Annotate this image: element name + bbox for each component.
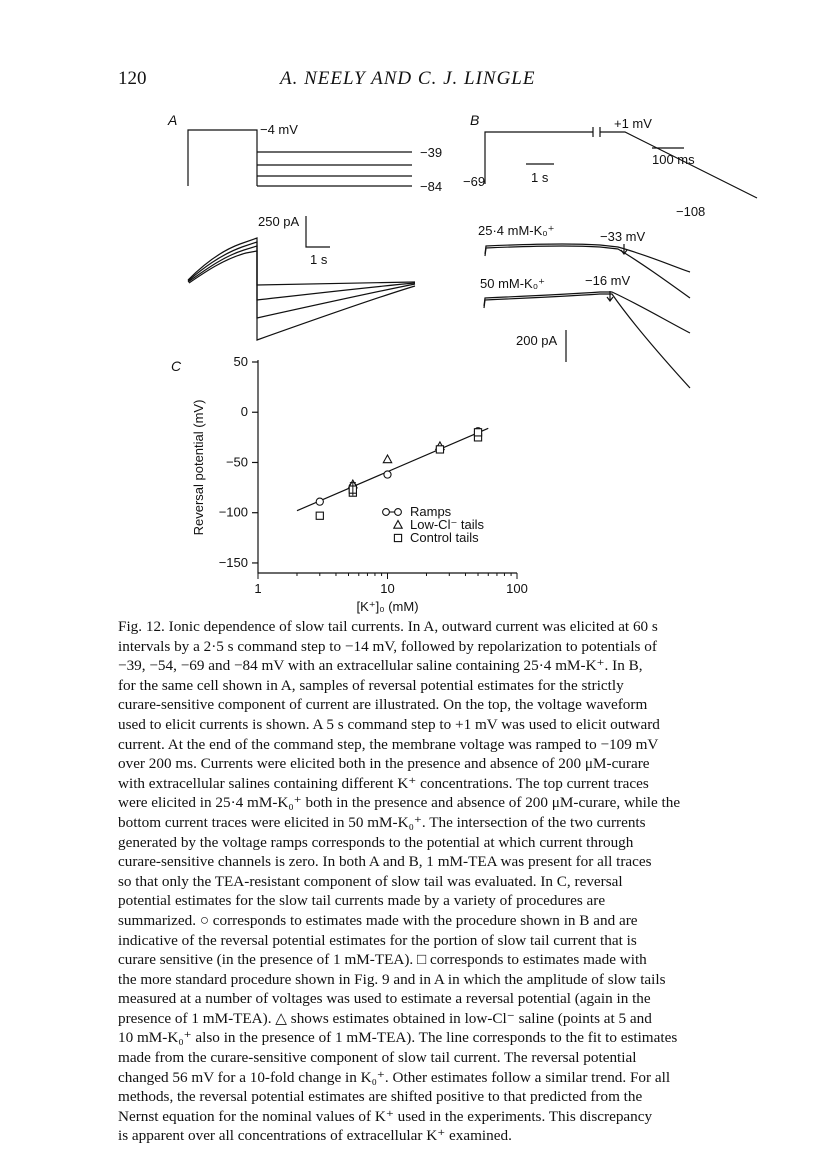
panel-a-step-voltage: −4 mV xyxy=(260,122,298,137)
x-axis-label: [K⁺]₀ (mM) xyxy=(356,599,419,614)
panel-b-scale-100ms: 100 ms xyxy=(652,152,695,167)
caption-line: is apparent over all concentrations of extracellular K⁺ examined. xyxy=(118,1127,512,1145)
data-point-square xyxy=(436,446,443,453)
y-axis-label: Reversal potential (mV) xyxy=(191,399,206,536)
panel-a-voltage-protocol xyxy=(188,130,412,186)
y-tick-label: −150 xyxy=(218,554,248,570)
caption-line: methods, the reversal potential estimates are shifted positive to that predicted from the xyxy=(118,1088,643,1106)
legend-circle-marker xyxy=(383,509,390,516)
caption-line: bottom current traces were elicited in 50 mM-K₀⁺. The intersection of the two currents xyxy=(118,813,646,831)
legend-square-marker xyxy=(394,534,401,541)
caption-line: Nernst equation for the nominal values of K⁺ used in the experiments. This discrepancy xyxy=(118,1107,653,1125)
running-title: A. NEELY AND C. J. LINGLE xyxy=(280,68,536,89)
caption-line: the more standard procedure shown in Fig. 9 and in A in which the amplitude of slow tails xyxy=(118,970,666,988)
caption-line: with extracellular salines containing different K⁺ concentrations. The top current traces xyxy=(118,774,649,792)
panel-b-trace1-label: 25·4 mM-K₀⁺ xyxy=(478,223,555,238)
caption-line: Fig. 12. Ionic dependence of slow tail currents. In A, outward current was elicited at 60 s xyxy=(118,618,658,635)
panel-b-ramp-end: −108 xyxy=(676,204,706,219)
caption-line: curare sensitive (in the presence of 1 mM-TEA). □ corresponds to estimates made with xyxy=(118,951,647,969)
reversal-potential-chart xyxy=(191,354,528,614)
panel-b-scale-1s-label: 1 s xyxy=(531,170,549,185)
panel-b-trace2-label: 50 mM-K₀⁺ xyxy=(480,276,545,291)
caption-line: indicative of the reversal potential estimates for the portion of slow tail current that is xyxy=(118,931,637,949)
panel-b-step: +1 mV xyxy=(614,116,652,131)
caption-line: over 200 ms. Currents were elicited both in the presence and absence of 200 μM-curare xyxy=(118,755,650,773)
y-tick-label: −100 xyxy=(218,504,248,520)
caption-line: made from the curare-sensitive component of slow tail current. The reversal potential xyxy=(118,1049,637,1067)
panel-a-scale-bar xyxy=(306,216,330,247)
caption-line: −39, −54, −69 and −84 mV with an extracellular saline containing 25·4 mM-K⁺. In B, xyxy=(118,657,643,675)
panel-b-trace2-rev: −16 mV xyxy=(585,273,631,288)
figure-caption xyxy=(118,617,704,1146)
panel-b-voltage-protocol xyxy=(485,132,757,198)
y-tick-label: −50 xyxy=(225,454,248,470)
panel-a-label: A xyxy=(168,112,178,128)
panel-b-trace-50mM xyxy=(484,294,690,388)
caption-line: generated by the voltage ramps corresponds to the potential at which current through xyxy=(118,833,634,851)
caption-line: summarized. ○ corresponds to estimates made with the procedure shown in B and are xyxy=(118,911,638,929)
legend-label: Ramps xyxy=(410,504,452,519)
x-tick-label: 1 xyxy=(254,581,262,596)
panel-b-label: B xyxy=(470,112,480,128)
data-point-triangle xyxy=(383,455,391,463)
legend-triangle-marker xyxy=(394,521,402,529)
panel-a-tail-label: −39 xyxy=(420,145,443,160)
caption-line: intervals by a 2·5 s command step to −14 mV, followed by repolarization to potentials of xyxy=(118,637,657,655)
data-point-square xyxy=(316,512,323,519)
panel-a-scale-current: 250 pA xyxy=(258,214,300,229)
caption-line: potential estimates for the slow tail currents made by a variety of procedures are xyxy=(118,892,606,910)
caption-line: curare-sensitive channels is zero. In both A and B, 1 mM-TEA was present for all traces xyxy=(118,853,652,871)
panel-b-trace-25mM xyxy=(485,244,690,272)
caption-line: used to elicit currents is shown. A 5 s command step to +1 mV was used to elicit outward xyxy=(118,715,660,733)
caption-line: changed 56 mV for a 10-fold change in K₀⁺. Other estimates follow a similar trend. For all xyxy=(118,1068,671,1086)
caption-line: current. At the end of the command step, the membrane voltage was ramped to −109 mV xyxy=(118,735,659,753)
caption-line: measured at a number of voltages was used to estimate a reversal potential (again in the xyxy=(118,990,651,1008)
panel-a-tail-label: −84 xyxy=(420,179,443,194)
legend-label: Low-Cl⁻ tails xyxy=(410,517,485,532)
caption-line: presence of 1 mM-TEA). △ shows estimates obtained in low-Cl⁻ saline (points at 5 and xyxy=(118,1009,652,1027)
x-tick-label: 10 xyxy=(380,581,395,596)
caption-line: curare-sensitive component of current are illustrated. On the top, the voltage waveform xyxy=(118,696,648,714)
caption-line: were elicited in 25·4 mM-K₀⁺ both in the presence and absence of 200 μM-curare, while the xyxy=(118,794,681,812)
panel-b-trace1-rev: −33 mV xyxy=(600,229,646,244)
legend-label: Control tails xyxy=(410,530,479,545)
panel-b-scale-current: 200 pA xyxy=(516,333,558,348)
data-point-square xyxy=(474,429,481,436)
fit-line xyxy=(297,428,488,510)
panel-b-break-marks xyxy=(593,127,600,137)
panel-b-holding: −69 xyxy=(463,174,486,189)
data-point-circle xyxy=(316,498,323,505)
caption-line: 10 mM-K₀⁺ also in the presence of 1 mM-TEA). The line corresponds to the fit to estimates xyxy=(118,1029,678,1047)
caption-line: so that only the TEA-resistant component of slow tail was evaluated. In C, reversal xyxy=(118,872,623,890)
y-tick-label: 50 xyxy=(233,354,248,369)
page-number: 120 xyxy=(118,68,147,89)
caption-line: for the same cell shown in A, samples of reversal potential estimates for the strictly xyxy=(118,676,624,694)
y-tick-label: 0 xyxy=(240,404,248,420)
panel-c-label: C xyxy=(171,358,182,374)
data-point-circle xyxy=(384,471,391,478)
legend-circle-marker xyxy=(395,509,402,516)
panel-a-current-trace xyxy=(188,238,415,285)
x-tick-label: 100 xyxy=(506,581,528,596)
panel-a-scale-time: 1 s xyxy=(310,252,328,267)
